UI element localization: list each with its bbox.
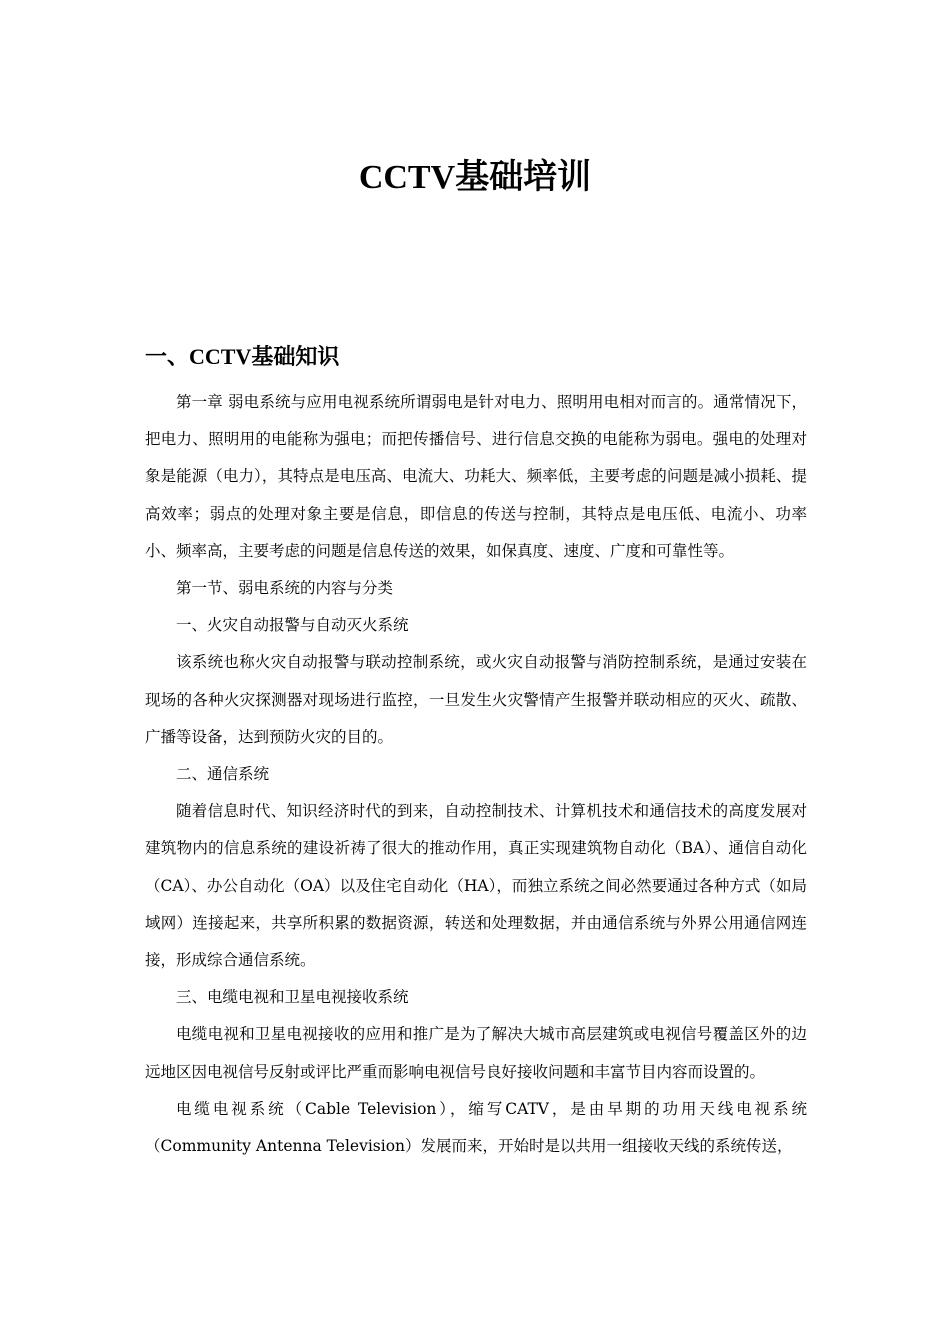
subheading-catv: 三、电缆电视和卫星电视接收系统 [176,988,409,1007]
paragraph-communication: 随着信息时代、知识经济时代的到来，自动控制技术、计算机技术和通信技术的高度发展对建筑物内的信息系统的建设祈祷了很大的推动作用，真正实现建筑物自动化（BA）、通信自动化（CA）、办公自动化（OA）以及住宅自动化（HA），而独立系统之间必然要通过各种方式（如局域网）连接起来，共享所积累的数据资源，转送和处理数据，并由通信系统与外界公用通信网连接，形成综合通信系统。 [145,802,807,970]
paragraph-catv-definition: 电缆电视系统（Cable Television），缩写CATV，是由早期的功用天线电视系统（Community Antenna Television）发展而来，开始时是以共用一组接收天线的系统传送， [145,1099,807,1156]
subheading-communication: 二、通信系统 [176,765,270,784]
paragraph-intro: 第一章 弱电系统与应用电视系统所谓弱电是针对电力、照明用电相对而言的。通常情况下，把电力、照明用的电能称为强电；而把传播信号、进行信息交换的电能称为弱电。强电的处理对象是能源（电力），其特点是电压高、电流大、功耗大、频率低，主要考虑的问题是减小损耗、提高效率；弱点的处理对象主要是信息，即信息的传送与控制，其特点是电压低、电流小、功率小、频率高，主要考虑的问题是信息传送的效果，如保真度、速度、广度和可靠性等。 [145,393,807,560]
subheading-fire-alarm: 一、火灾自动报警与自动灭火系统 [176,616,409,635]
paragraph-catv-purpose: 电缆电视和卫星电视接收的应用和推广是为了解决大城市高层建筑或电视信号覆盖区外的边远地区因电视信号反射或评比严重而影响电视信号良好接收问题和丰富节目内容而设置的。 [145,1025,807,1081]
subheading-section-1: 第一节、弱电系统的内容与分类 [176,579,394,598]
document-title: CCTV基础培训 [358,159,592,196]
document-body [145,384,807,1165]
paragraph-fire-alarm: 该系统也称火灾自动报警与联动控制系统，或火灾自动报警与消防控制系统，是通过安装在现场的各种火灾探测器对现场进行监控，一旦发生火灾警情产生报警并联动相应的灭火、疏散、广播等设备，达到预防火灾的目的。 [145,653,807,746]
section-heading: 一、CCTV基础知识 [145,344,340,369]
